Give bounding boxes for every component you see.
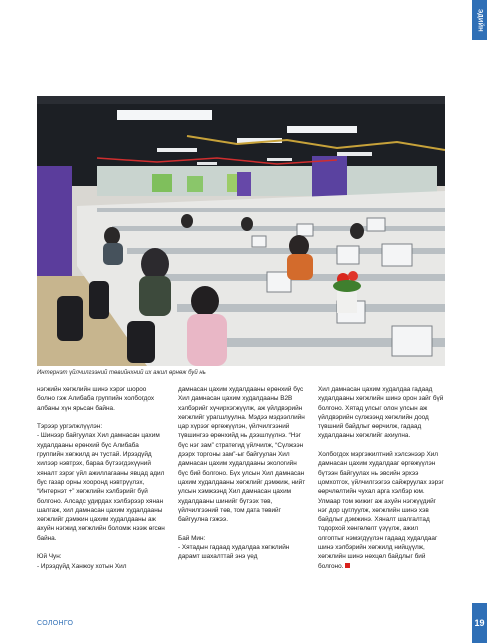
column-3-paragraph-2: Холбогдох мэргэжилтний хэлсэнээр Хил дамнасан цахим худалдааг өргөжүүлэн бүтээн байгуулах нь эвсийн эрхээ цомхотгох, үйлчилгээгээ сайжруулах зэрэг өөрчлөлтийн чухал арга хэлбэр юм. Улмаар том жижиг аж ахуйн нэгжүүдийг нэг дор цуглуулж, хөгжлийн шинэ хэв байдлыг дэмжинэ. Хяналт шалгалтад тодорхой хөнгөлөлт үзүүлж, ажил олгоптыг нэмэгдүүлэн гадаад худалдааг шинэ хэлбэрийн хөгжилд нийцүүлж, хөгжлийн шинэ нөхцөл байдлыг бий болгоно.: [318, 451, 444, 570]
text-column-2: [178, 385, 306, 562]
column-2-paragraph-1: дамнасан цахим худалдааны ерөнхий бүс Хил дамнасан цахим худалдааны B2B хэлбэрийг хүчирхэгжүүлж, аж үйлдвэрийн хөгжлийг урагшлуулна. Мэдээ мэдээллийн цар хүрээг өргөжүүлэн, үйлчилгээний түвшингээ өрөнхийд нь дээшлүүлнэ. “Нэг бүс нэг зам” стратегид үйлчилж, “Сүлжээн дээрх торгоны зам”-ыг байгуулан Хил дамнасан цахим худалдааны экологийн бүс бий болгоно. Бүх улсын Хил дамнасан цахим худалдааны хөгжлийг дэмжиж, нийт улсын хэмжээнд Хил дамнасан цахим худалдааны шинийг бүтээх төв, үйлчилгээний төв, том дата төвийг байгуулна гэжээ.: [178, 386, 306, 524]
section-tab: [472, 0, 487, 40]
office-photo-illustration: [37, 96, 445, 366]
text-column-3: [318, 385, 446, 571]
column-1-paragraph-3: Юй Чун: - Ирээдүйд Ханжоу хотын Хил: [37, 553, 127, 570]
page-number: 19: [472, 603, 487, 643]
text-column-1: [37, 385, 165, 571]
column-1-paragraph-2: Тэрээр ургэлжлүүлэн: - Шинээр байгуулах Хил дамнасан цахим худалдааны ерөнхий бүс Алибаба группийн хөгжилд ач тустай. Ирээдүйд хилээр нэвтрэх, бараа бүтээгдэхүүний хяналт зэрэг үйл ажиллагааны явцад адил бус газар орны хооронд нэвтрүүлэх, “Интернэт +” хөгжлийн хэлбэрийг бүй болгоно. Алсадс удирдах хэлбэрээр хянан шалгаж, хил дамнасан цахим худалдааны хөгжлийг дэмжин цахим худалдааны аж ахуйн нэгжид хөгжлийн боломж нээж өгсөн байна.: [37, 423, 165, 542]
office-photo: [37, 96, 445, 366]
column-2-paragraph-2: Бай Мин: - Хятадын гадаад худалдаа хөгжлийн дарамт шахалттай энэ үед: [178, 534, 290, 561]
column-3-paragraph-2-wrap: [318, 450, 446, 571]
photo-caption: Интернэт үйлчилгээний төвийнхний их ажил өрнөж буй нь: [37, 370, 206, 376]
magazine-name: СОЛОНГО: [37, 620, 74, 627]
section-tab-label: ЭДИЙН: [476, 8, 483, 32]
article-end-mark: [345, 563, 350, 568]
column-1-paragraph-1: нэгжийн хөгжлийн шинэ хэрэг шороо болно гэж Алибаба группийн холбогдох албаны хүн ярьсан байна.: [37, 386, 155, 412]
column-3-paragraph-1: Хил дамнасан цахим худалдаа гадаад худалдааны хөгжлийн шинэ орон зайг бүй болгоно. Хятад улсыг олон улсын аж үйлдвэрийн сүлжээнд хөгжлийн доод түвшний байдлыг өөрчилж, гадаад худалдааны хөгжлийг ахиулна.: [318, 386, 444, 440]
